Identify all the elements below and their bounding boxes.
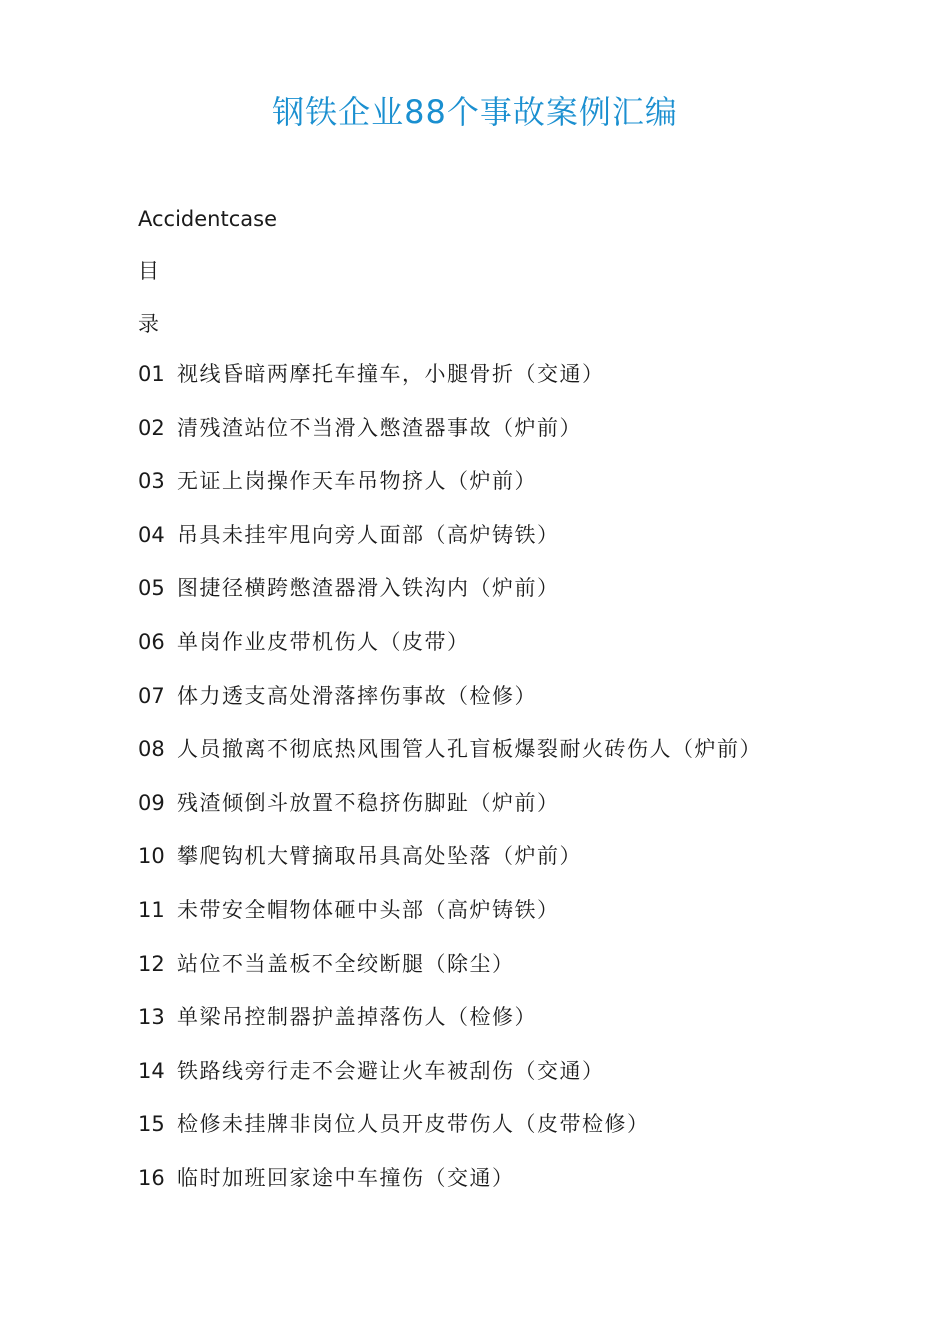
toc-item [138,359,762,413]
document-subtitle: Accidentcase [138,207,277,231]
toc-item-text: 清残渣站位不当滑入憋渣器事故（炉前） [177,415,582,440]
toc-item-text: 攀爬钩机大臂摘取吊具高处坠落（炉前） [177,844,582,869]
toc-item-text: 未带安全帽物体砸中头部（高炉铸铁） [177,897,560,922]
toc-item-number: 03 [138,469,165,494]
table-of-contents [138,359,762,1217]
toc-item-number: 11 [138,897,165,922]
toc-item-number: 01 [138,362,165,386]
toc-item-text: 图捷径横跨憋渣器滑入铁沟内（炉前） [177,576,560,601]
toc-item-text: 检修未挂牌非岗位人员开皮带伤人（皮带检修） [177,1112,650,1137]
toc-item-text: 单岗作业皮带机伤人（皮带） [177,629,470,654]
toc-item [138,413,762,467]
toc-item-number: 16 [138,1165,165,1190]
toc-item-number: 05 [138,576,165,601]
toc-item [138,949,762,1003]
toc-item-number: 08 [138,737,165,762]
toc-item-number: 12 [138,951,165,976]
toc-item [138,1002,762,1056]
toc-item [138,1163,762,1217]
toc-item [138,466,762,520]
toc-item [138,627,762,681]
toc-item [138,1056,762,1110]
toc-item-number: 13 [138,1005,165,1030]
toc-item [138,1109,762,1163]
toc-item [138,788,762,842]
document-title: 钢铁企业88个事故案例汇编 [272,93,678,131]
toc-heading-line2: 录 [138,312,159,336]
toc-item-text: 无证上岗操作天车吊物挤人（炉前） [177,469,537,494]
toc-item-text: 残渣倾倒斗放置不稳挤伤脚趾（炉前） [177,790,560,815]
toc-item-text: 视线昏暗两摩托车撞车，小腿骨折（交通） [177,362,605,386]
toc-item-text: 人员撤离不彻底热风围管人孔盲板爆裂耐火砖伤人（炉前） [177,737,762,762]
toc-item-number: 14 [138,1058,165,1083]
toc-item-text: 临时加班回家途中车撞伤（交通） [177,1165,515,1190]
toc-item-text: 体力透支高处滑落摔伤事故（检修） [177,683,537,708]
toc-item [138,573,762,627]
toc-item [138,681,762,735]
toc-item-number: 07 [138,683,165,708]
toc-item-text: 站位不当盖板不全绞断腿（除尘） [177,951,515,976]
toc-item [138,895,762,949]
toc-item-text: 吊具未挂牢甩向旁人面部（高炉铸铁） [177,522,560,547]
toc-item [138,734,762,788]
toc-item [138,841,762,895]
toc-heading-line1: 目 [138,259,159,283]
toc-item [138,520,762,574]
toc-item-number: 10 [138,844,165,869]
toc-item-text: 单梁吊控制器护盖掉落伤人（检修） [177,1005,537,1030]
toc-item-number: 15 [138,1112,165,1137]
toc-item-number: 09 [138,790,165,815]
toc-item-number: 06 [138,629,165,654]
toc-item-text: 铁路线旁行走不会避让火车被刮伤（交通） [177,1058,605,1083]
toc-item-number: 02 [138,415,165,440]
toc-item-number: 04 [138,522,165,547]
